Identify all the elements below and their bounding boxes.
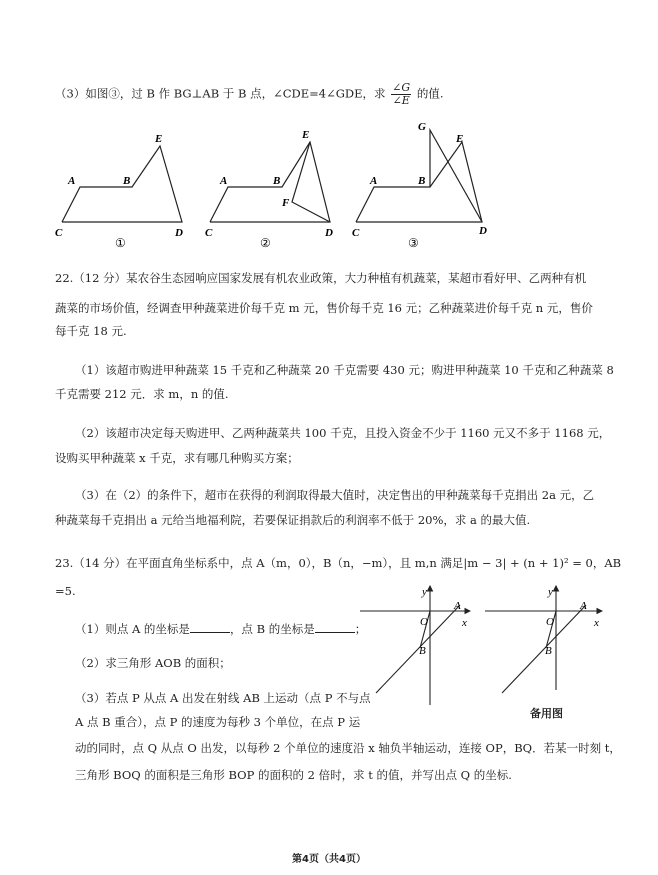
figure-2 [210, 142, 330, 222]
page-footer: 第4页（共4页） [292, 854, 366, 865]
graph1-line-AB [376, 605, 460, 693]
q21-part3-text [55, 82, 444, 107]
q22-part2-line1: （2）该超市决定每天购进甲、乙两种蔬菜共 100 千克，且投入资金不少于 1160 元又不多于 1168 元， [75, 426, 611, 440]
fig2-label-B: B [273, 175, 281, 187]
fig2-label-C: C [205, 227, 213, 239]
q22-line2: 蔬菜的市场价值，经调查甲种蔬菜进价每千克 m 元，售价每千克 16 元；乙种蔬菜进价每千克 n 元，售价 [55, 301, 593, 315]
fraction-numerator: ∠G [392, 81, 411, 94]
fig1-label-B: B [123, 175, 131, 187]
fig1-label-E: E [155, 133, 163, 145]
q21-figures [0, 112, 658, 257]
q23-part1 [75, 621, 366, 637]
q22-part2-line2: 设购买甲种蔬菜 x 千克，求有哪几种购买方案； [55, 451, 299, 465]
graph1-label-B: B [419, 645, 426, 657]
graph2-label-A: A [580, 600, 587, 612]
q23-part1-c: ； [354, 622, 367, 636]
fig2-label-E: E [302, 129, 310, 141]
q22-part1-line2: 千克需要 212 元．求 m，n 的值. [55, 387, 229, 401]
q23-part1-b: ，点 B 的坐标是 [229, 622, 315, 636]
fig2-caption: ② [260, 236, 271, 250]
graph2-label-O: O [546, 616, 554, 628]
q23-part3-line1: （3）若点 P 从点 A 出发在射线 AB 上运动（点 P 不与点 [75, 691, 371, 705]
graph2-label-B: B [545, 645, 552, 657]
fig1-caption: ① [115, 236, 126, 250]
fig3-label-D: D [479, 225, 487, 237]
answer-blank-A[interactable] [190, 621, 230, 633]
answer-blank-B[interactable] [315, 621, 355, 633]
fig3-label-A: A [370, 175, 378, 187]
graph2-label-y: y [548, 586, 553, 598]
graph1-label-x: x [462, 617, 467, 629]
q23-part3-line4: 三角形 BOQ 的面积是三角形 BOP 的面积的 2 倍时，求 t 的值，并写出点 Q 的坐标. [75, 768, 512, 782]
graph2-label-x: x [594, 617, 599, 629]
q22-part3-line2: 种蔬菜每千克捐出 a 元给当地福利院，若要保证捐款后的利润率不低于 20%，求 a 的最大值. [55, 513, 531, 527]
figure-1-shape [62, 146, 182, 222]
fig3-label-B: B [418, 175, 426, 187]
angle-fraction [391, 82, 411, 107]
q22-part3-line1: （3）在（2）的条件下，超市在获得的利润取得最大值时，决定售出的甲种蔬菜每千克捐出 2a 元，乙 [75, 488, 595, 502]
spare-figure-caption: 备用图 [530, 707, 563, 720]
fig2-label-D: D [325, 227, 333, 239]
fig3-label-G: G [418, 121, 426, 133]
fig3-label-E: E [456, 133, 464, 145]
q23-part3-line3: 动的同时，点 Q 从点 O 出发，以每秒 2 个单位的速度沿 x 轴负半轴运动，连接 OP，BQ．若某一时刻 t， [75, 741, 621, 755]
q21-part3-suffix: 的值. [416, 86, 444, 101]
q23-part3-line2: A 点 B 重合），点 P 的速度为每秒 3 个单位，在点 P 运 [75, 715, 361, 729]
graph1-label-A: A [454, 600, 461, 612]
graph1-label-O: O [420, 616, 428, 628]
fraction-denominator: ∠E [392, 94, 410, 107]
q23-graphs [360, 580, 610, 720]
fig3-label-C: C [352, 227, 360, 239]
fig1-label-D: D [175, 227, 183, 239]
q22-line3: 每千克 18 元. [55, 324, 127, 338]
figure-2-shape [210, 142, 330, 222]
q23-part2: （2）求三角形 AOB 的面积； [75, 656, 231, 670]
fig2-label-A: A [220, 175, 228, 187]
graph1-label-y: y [422, 586, 427, 598]
fig1-label-A: A [68, 175, 76, 187]
q23-line2: =5. [55, 584, 76, 598]
fig1-label-C: C [55, 227, 63, 239]
fig2-label-F: F [282, 197, 290, 209]
q23-line1: 23.（14 分）在平面直角坐标系中，点 A（m，0），B（n，−m），且 m,n 满足|m − 3| + (n + 1)² = 0，AB [55, 556, 622, 570]
figure-2-inner [292, 142, 330, 222]
q22-line1: 22.（12 分）某农谷生态园响应国家发展有机农业政策，大力种植有机蔬菜，某超市看好甲、乙两种有机 [55, 271, 587, 285]
q23-part1-a: （1）则点 A 的坐标是 [75, 622, 190, 636]
figure-1 [62, 146, 182, 222]
q22-part1-line1: （1）该超市购进甲种蔬菜 15 千克和乙种蔬菜 20 千克需要 430 元；购进甲种蔬菜 10 千克和乙种蔬菜 8 [75, 363, 614, 377]
q21-part3-prefix: （3）如图③，过 B 作 BG⊥AB 于 B 点，∠CDE=4∠GDE，求 [55, 86, 386, 101]
graph2-line-AB [502, 605, 586, 693]
fig3-caption: ③ [408, 236, 419, 250]
